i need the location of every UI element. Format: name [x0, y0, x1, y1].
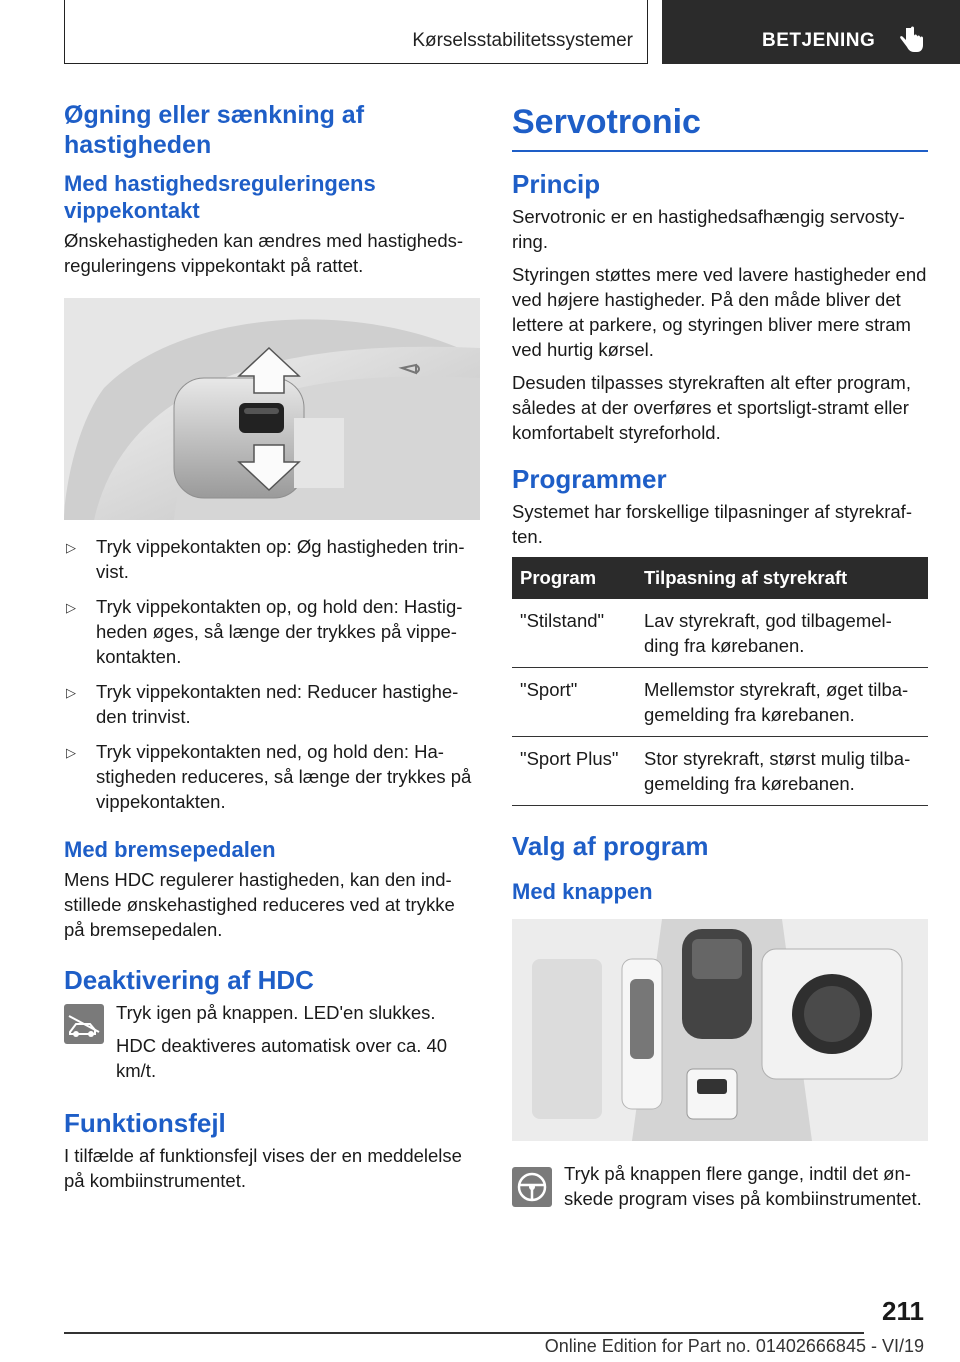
heading-programs: Programmer — [512, 464, 667, 494]
heading-servotronic: Servotronic — [512, 103, 701, 141]
header-section-title: Kørselsstabilitetssystemer — [412, 30, 633, 51]
table-row: "Stilstand" Lav styrekraft, god tilbagemelding fra kørebanen. — [512, 599, 928, 668]
subheading-rocker-switch: Med hastighedsreguleringens vippekontakt — [64, 171, 376, 223]
hdc-button-icon — [64, 1004, 104, 1044]
steering-wheel-illustration — [64, 298, 480, 520]
header-chapter-title: BETJENING — [762, 30, 876, 51]
center-console-image — [512, 919, 928, 1141]
deactivate-step1: Tryk igen på knappen. LED'en slukkes. — [116, 1002, 436, 1023]
table-header-program: Program — [512, 557, 636, 599]
footer-rule — [64, 1332, 864, 1334]
right-column — [512, 100, 928, 1219]
principle-p2: Styringen støttes mere ved lavere hastigheder end ved højere hastigheder. På den måde bliver det lettere at parkere, og styringen bliver mere stram ved hurtig kørsel. — [512, 264, 927, 360]
list-item: ▷ Tryk vippekontakten op: Øg hastigheden trinvist. — [66, 536, 465, 582]
left-column — [64, 100, 480, 1201]
center-console-illustration — [512, 919, 928, 1141]
deactivate-step2: HDC deaktiveres automatisk over ca. 40 km/t. — [116, 1035, 448, 1081]
subheading-with-button: Med knappen — [512, 879, 653, 904]
button-instruction: Tryk på knappen flere gange, indtil det ønskede program vises på kombiinstrumentet. — [564, 1163, 922, 1209]
list-item: ▷ Tryk vippekontakten ned: Reducer hastigheden trinvist. — [66, 681, 459, 727]
table-row: "Sport Plus" Stor styrekraft, størst mulig tilbagemelding fra kørebanen. — [512, 737, 928, 806]
programs-intro: Systemet har forskellige tilpasninger af styrekraften. — [512, 501, 912, 547]
steering-wheel-rocker-image — [64, 298, 480, 520]
paragraph-rocker: Ønskehastigheden kan ændres med hastighedsreguleringens vippekontakt på rattet. — [64, 230, 464, 276]
heading-select-program: Valg af program — [512, 831, 709, 861]
steering-wheel-button-icon — [512, 1167, 552, 1207]
heading-deactivate-hdc: Deaktivering af HDC — [64, 965, 314, 995]
heading-malfunction: Funktionsfejl — [64, 1108, 226, 1138]
hand-pointer-icon — [898, 26, 924, 54]
page-number: 211 — [882, 1296, 924, 1326]
heading-speed-change: Øgning eller sænkning af hastigheden — [64, 101, 365, 159]
program-table — [512, 557, 928, 806]
table-row: "Sport" Mellemstor styrekraft, øget tilbagemelding fra kørebanen. — [512, 668, 928, 737]
list-item: ▷ Tryk vippekontakten op, og hold den: Hastigheden øges, så længe der trykkes på vippekontakten. — [66, 596, 463, 667]
table-header-adjustment: Tilpasning af styrekraft — [636, 557, 928, 599]
paragraph-malfunction: I tilfælde af funktionsfejl vises der en meddelelse på kombiinstrumentet. — [64, 1145, 462, 1191]
subheading-brake-pedal: Med bremsepedalen — [64, 837, 276, 862]
principle-p1: Servotronic er en hastighedsafhængig servostyring. — [512, 206, 905, 252]
header-chapter-box — [662, 0, 960, 64]
edition-text: Online Edition for Part no. 01402666845 - VI/19 — [544, 1336, 924, 1356]
heading-principle: Princip — [512, 169, 601, 199]
paragraph-brake: Mens HDC regulerer hastigheden, kan den indstillede ønskehastighed reduceres ved at trykke på bremsepedalen. — [64, 869, 455, 940]
title-rule — [512, 150, 928, 152]
header-section-box — [64, 0, 648, 64]
principle-p3: Desuden tilpasses styrekraften alt efter program, således at der overføres et sportsligt-stramt eller komfortabelt styreforhold. — [512, 372, 911, 443]
list-item: ▷ Tryk vippekontakten ned, og hold den: Hastigheden reduceres, så længe der trykkes på vippekontakten. — [66, 741, 472, 812]
rocker-instructions-list — [64, 534, 480, 814]
